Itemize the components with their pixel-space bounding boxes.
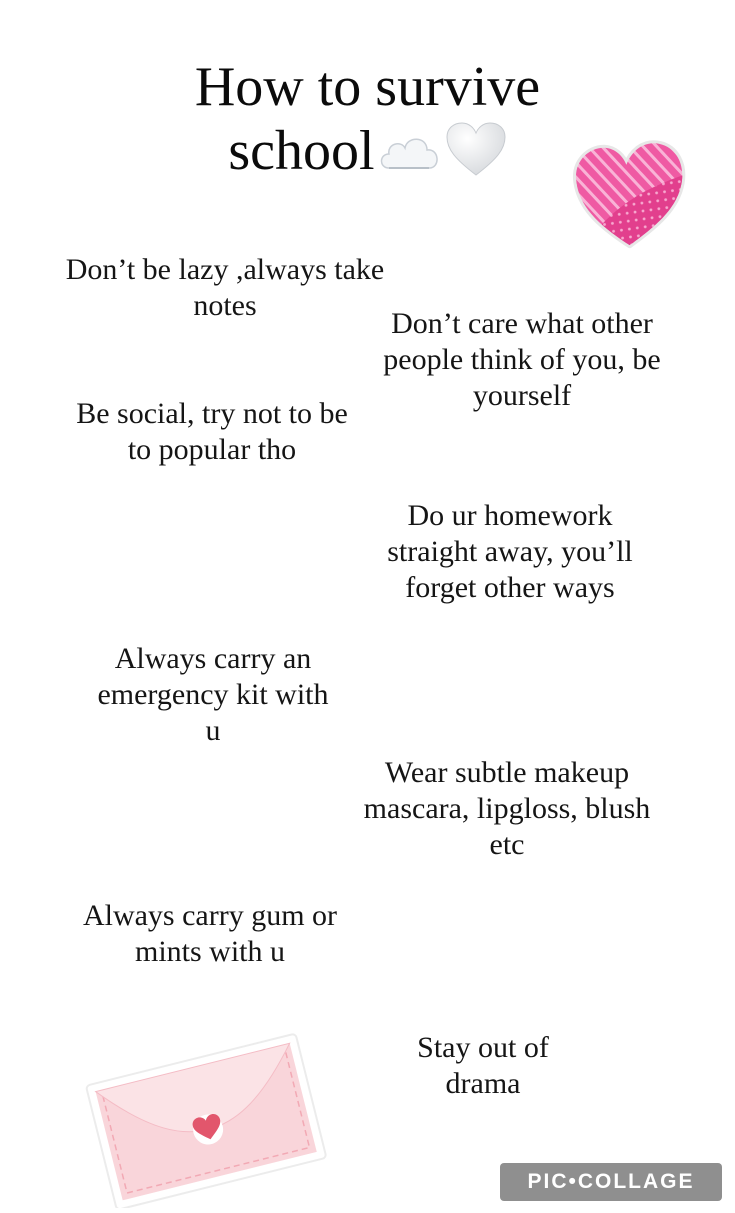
tip-take-notes: Don’t be lazy ,always take notes	[65, 253, 385, 322]
page-title	[120, 55, 615, 191]
title-line-2	[120, 119, 615, 191]
pic-collage-watermark: PIC•COLLAGE	[500, 1163, 722, 1201]
tip-homework: Do ur homework straight away, you’ll forget other ways	[387, 499, 633, 604]
white-heart-icon	[445, 121, 507, 191]
title-line-2-text: school	[228, 120, 375, 182]
tip-drama: Stay out of drama	[417, 1031, 549, 1100]
tip-be-social: Be social, try not to be to popular tho	[76, 397, 348, 466]
tip-makeup: Wear subtle makeup mascara, lipgloss, blush etc	[363, 756, 651, 861]
pink-heart-sticker	[572, 128, 696, 252]
love-letter-envelope-sticker	[78, 1018, 330, 1208]
title-line-1: How to survive	[194, 56, 541, 118]
cloud-icon	[377, 124, 443, 188]
tip-be-yourself: Don’t care what other people think of you, be yourself	[383, 307, 661, 412]
tip-gum-mints: Always carry gum or mints with u	[82, 899, 338, 968]
tip-emergency-kit: Always carry an emergency kit with u	[97, 642, 329, 747]
